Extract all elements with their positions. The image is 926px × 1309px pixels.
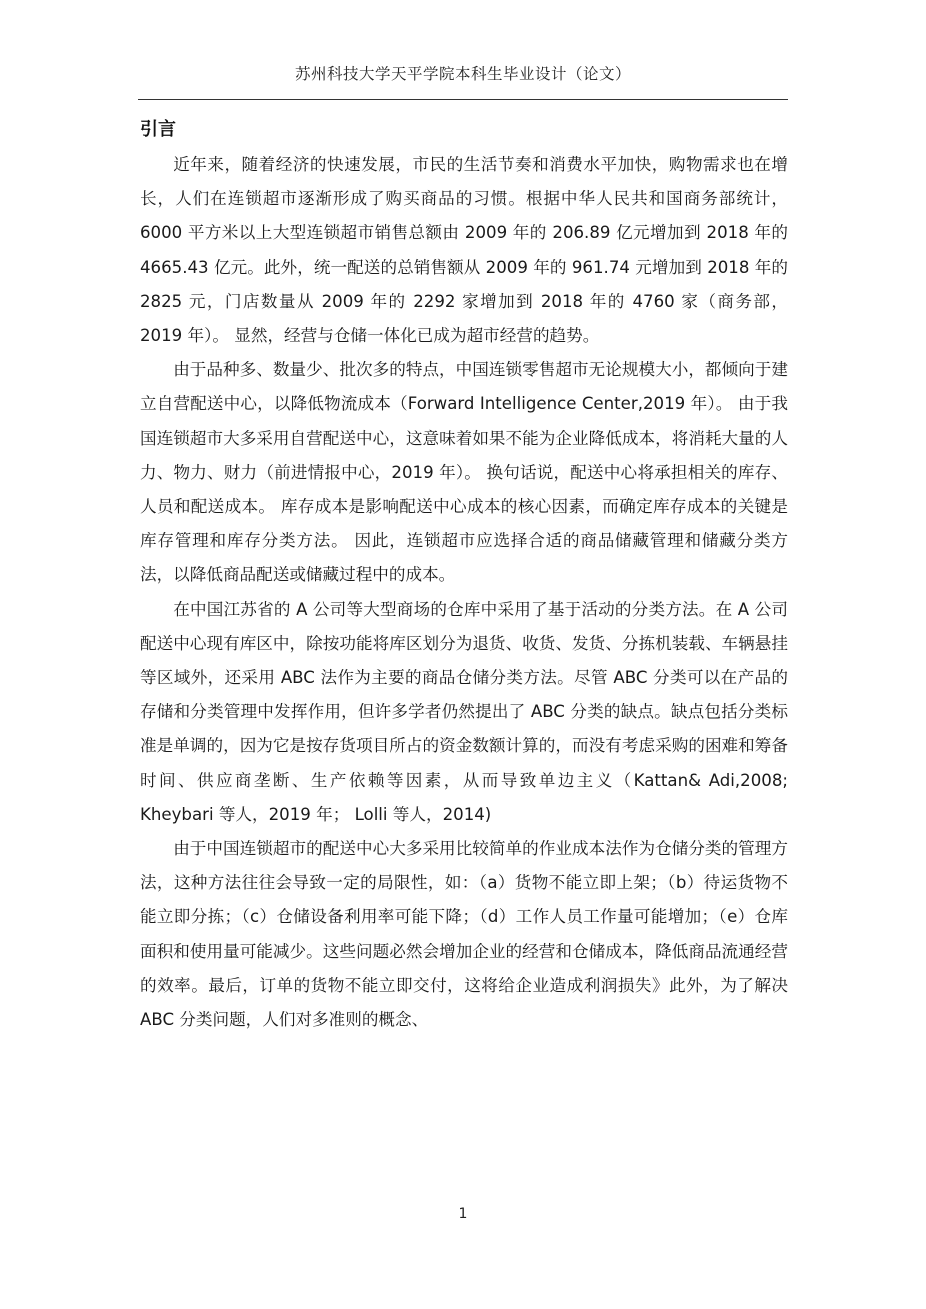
running-header: 苏州科技大学天平学院本科生毕业设计（论文） <box>294 65 631 83</box>
page-number: 1 <box>458 1206 468 1222</box>
header-divider <box>138 99 788 100</box>
paragraph-2: 由于品种多、数量少、批次多的特点，中国连锁零售超市无论规模大小，都倾向于建立自营配送中心，以降低物流成本（Forward Intelligence Center,2019 年）。 由于我国连锁超市大多采用自营配送中心，这意味着如果不能为企业降低成本，将消耗大量的人力、物力、财力（前进情报中心，2019 年）。 换句话说，配送中心将承担相关的库存、人员和配送成本。 库存成本是影响配送中心成本的核心因素，而确定库存成本的关键是库存管理和库存分类方法。 因此，连锁超市应选择合适的商品储藏管理和储藏分类方法，以降低商品配送或储藏过程中的成本。 <box>140 360 788 585</box>
paragraph-1: 近年来，随着经济的快速发展，市民的生活节奏和消费水平加快，购物需求也在增长，人们在连锁超市逐渐形成了购买商品的习惯。根据中华人民共和国商务部统计，6000 平方米以上大型连锁超市销售总额由 2009 年的 206.89 亿元增加到 2018 年的 4665.43 亿元。此外，统一配送的总销售额从 2009 年的 961.74 元增加到 2018 年的 2825 元，门店数量从 2009 年的 2292 家增加到 2018 年的 4760 家（商务部，2019 年）。 显然，经营与仓储一体化已成为超市经营的趋势。 <box>140 155 788 346</box>
section-title: 引言 <box>140 119 176 140</box>
paragraph-3: 在中国江苏省的 A 公司等大型商场的仓库中采用了基于活动的分类方法。在 A 公司配送中心现有库区中，除按功能将库区划分为退货、收货、发货、分拣机装载、车辆悬挂等区域外，还采用 ABC 法作为主要的商品仓储分类方法。尽管 ABC 分类可以在产品的存储和分类管理中发挥作用，但许多学者仍然提出了 ABC 分类的缺点。缺点包括分类标准是单调的，因为它是按存货项目所占的资金数额计算的，而没有考虑采购的困难和筹备时间、供应商垄断、生产依赖等因素，从而导致单边主义（Kattan& Adi,2008; Kheybari 等人，2019 年； Lolli 等人，2014) <box>140 599 788 824</box>
body-content <box>140 112 788 1037</box>
paragraph-4: 由于中国连锁超市的配送中心大多采用比较简单的作业成本法作为仓储分类的管理方法，这种方法往往会导致一定的局限性，如：（a）货物不能立即上架；（b）待运货物不能立即分拣；（c）仓储设备利用率可能下降；（d）工作人员工作量可能增加；（e）仓库面积和使用量可能减少。这些问题必然会增加企业的经营和仓储成本，降低商品流通经营的效率。最后，订单的货物不能立即交付，这将给企业造成利润损失》此外，为了解决 ABC 分类问题，人们对多准则的概念、 <box>140 839 788 1030</box>
